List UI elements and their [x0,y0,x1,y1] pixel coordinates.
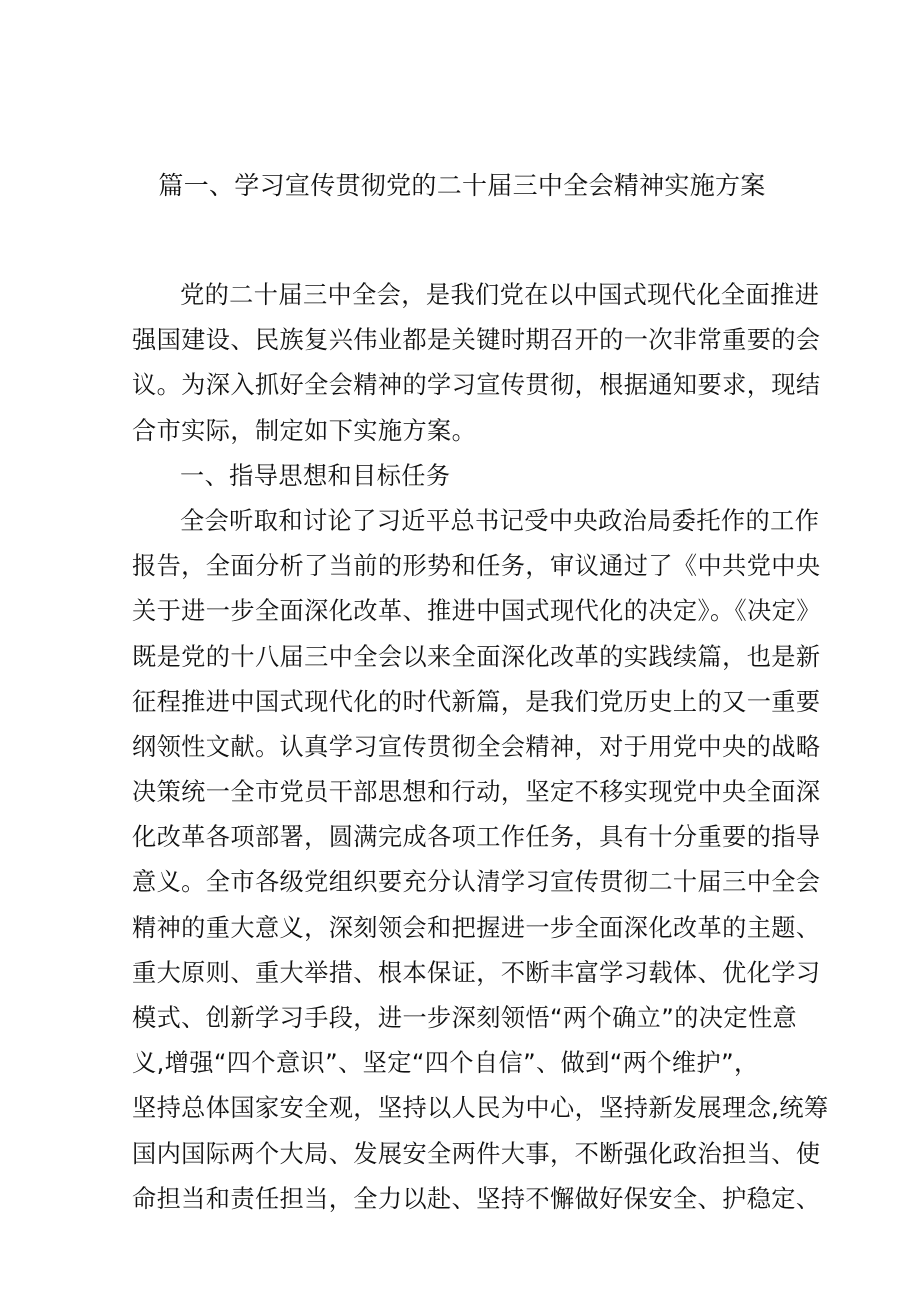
text-line: 化改革各项部署，圆满完成各项工作任务，具有十分重要的指导 [132,823,821,852]
document-body [132,273,829,1222]
text-line: 模式、创新学习手段，进一步深刻领悟“两个确立”的决定性意 [132,1004,798,1032]
text-line: 纲领性文献。认真学习宣传贯彻全会精神，对于用党中央的战略 [132,732,821,761]
text-line: 义,增强“四个意识”、坚定“四个自信”、做到“两个维护”， [132,1049,759,1078]
text-line: 决策统一全市党员干部思想和行动，坚定不移实现党中央全面深 [132,778,821,807]
text-line: 关于进一步全面深化改革、推进中国式现代化的决定》。《决定》 [132,597,821,626]
text-line: 强国建设、民族复兴伟业都是关键时期召开的一次非常重要的会 [132,326,821,355]
document-title: 篇一、学习宣传贯彻党的二十届三中全会精神实施方案 [158,171,766,200]
text-line: 合市实际，制定如下实施方案。 [132,416,477,445]
text-line: 命担当和责任担当，全力以赴、坚持不懈做好保安全、护稳定、 [132,1184,821,1213]
text-line: 意义。全市各级党组织要充分认清学习宣传贯彻二十届三中全会 [132,868,821,897]
text-line: 征程推进中国式现代化的时代新篇，是我们党历史上的又一重要 [132,687,821,716]
text-line: 全会听取和讨论了习近平总书记受中央政治局委托作的工作 [180,506,820,535]
text-line: 既是党的十八届三中全会以来全面深化改革的实践续篇，也是新 [132,642,821,671]
text-line: 党的二十届三中全会，是我们党在以中国式现代化全面推进 [180,281,820,309]
text-line: 重大原则、重大举措、根本保证，不断丰富学习载体、优化学习 [132,958,821,987]
text-line: 坚持总体国家安全观，坚持以人民为中心，坚持新发展理念,统筹 [132,1094,829,1123]
text-line: 国内国际两个大局、发展安全两件大事，不断强化政治担当、使 [132,1139,821,1168]
text-line: 一、指导思想和目标任务 [180,461,451,490]
text-line: 议。为深入抓好全会精神的学习宣传贯彻，根据通知要求，现结 [132,371,821,400]
text-line: 精神的重大意义，深刻领会和把握进一步全面深化改革的主题、 [132,913,821,942]
text-line: 报告，全面分析了当前的形势和任务，审议通过了《中共党中央 [132,552,821,581]
